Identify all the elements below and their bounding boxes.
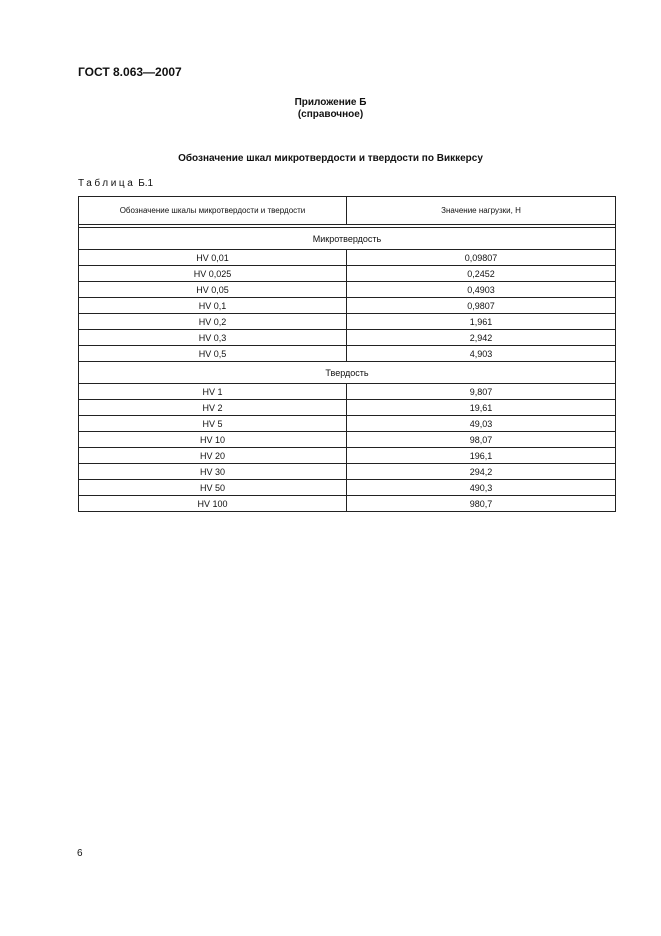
page-number: 6 xyxy=(77,848,83,859)
table-row xyxy=(79,480,616,496)
load-cell: 19,61 xyxy=(347,400,616,416)
table-row xyxy=(79,384,616,400)
load-cell: 98,07 xyxy=(347,432,616,448)
table-label xyxy=(78,178,153,189)
scale-cell: HV 1 xyxy=(79,384,347,400)
table-row xyxy=(79,448,616,464)
load-cell: 0,4903 xyxy=(347,282,616,298)
table-row xyxy=(79,314,616,330)
load-cell: 9,807 xyxy=(347,384,616,400)
load-cell: 1,961 xyxy=(347,314,616,330)
load-cell: 490,3 xyxy=(347,480,616,496)
table-row xyxy=(79,496,616,512)
column-header-load: Значение нагрузки, Н xyxy=(347,197,616,225)
scale-cell: HV 0,025 xyxy=(79,266,347,282)
load-cell: 980,7 xyxy=(347,496,616,512)
table-row xyxy=(79,432,616,448)
scale-cell: HV 0,3 xyxy=(79,330,347,346)
section-title: Микротвердость xyxy=(79,228,616,250)
load-cell: 4,903 xyxy=(347,346,616,362)
table-row xyxy=(79,400,616,416)
table-row xyxy=(79,250,616,266)
scale-cell: HV 0,01 xyxy=(79,250,347,266)
table-row xyxy=(79,464,616,480)
scale-cell: HV 0,05 xyxy=(79,282,347,298)
section-row-hardness xyxy=(79,362,616,384)
scale-cell: HV 20 xyxy=(79,448,347,464)
table-body xyxy=(79,225,616,512)
appendix-title: Приложение Б xyxy=(294,97,367,108)
table-row xyxy=(79,346,616,362)
scale-cell: HV 5 xyxy=(79,416,347,432)
scale-cell: HV 50 xyxy=(79,480,347,496)
load-cell: 49,03 xyxy=(347,416,616,432)
load-cell: 0,09807 xyxy=(347,250,616,266)
table-label-number: Б.1 xyxy=(138,178,154,189)
appendix-heading xyxy=(0,97,661,121)
table-title: Обозначение шкал микротвердости и твердости по Виккерсу xyxy=(178,153,483,164)
scale-cell: HV 10 xyxy=(79,432,347,448)
scale-cell: HV 0,2 xyxy=(79,314,347,330)
table-row xyxy=(79,330,616,346)
table-row xyxy=(79,416,616,432)
load-cell: 2,942 xyxy=(347,330,616,346)
scale-cell: HV 0,1 xyxy=(79,298,347,314)
column-header-scale: Обозначение шкалы микротвердости и твердости xyxy=(79,197,347,225)
load-cell: 196,1 xyxy=(347,448,616,464)
scale-cell: HV 30 xyxy=(79,464,347,480)
table-label-prefix: Таблица xyxy=(78,178,136,189)
appendix-subtitle: (справочное) xyxy=(297,109,364,120)
load-cell: 294,2 xyxy=(347,464,616,480)
section-title: Твердость xyxy=(79,362,616,384)
load-cell: 0,9807 xyxy=(347,298,616,314)
table-row xyxy=(79,266,616,282)
scale-cell: HV 100 xyxy=(79,496,347,512)
table-row xyxy=(79,282,616,298)
scale-cell: HV 2 xyxy=(79,400,347,416)
section-row-microhardness xyxy=(79,228,616,250)
vickers-scales-table xyxy=(78,196,616,512)
table-row xyxy=(79,298,616,314)
document-code: ГОСТ 8.063—2007 xyxy=(78,65,182,79)
table-header-row xyxy=(79,197,616,225)
load-cell: 0,2452 xyxy=(347,266,616,282)
scale-cell: HV 0,5 xyxy=(79,346,347,362)
